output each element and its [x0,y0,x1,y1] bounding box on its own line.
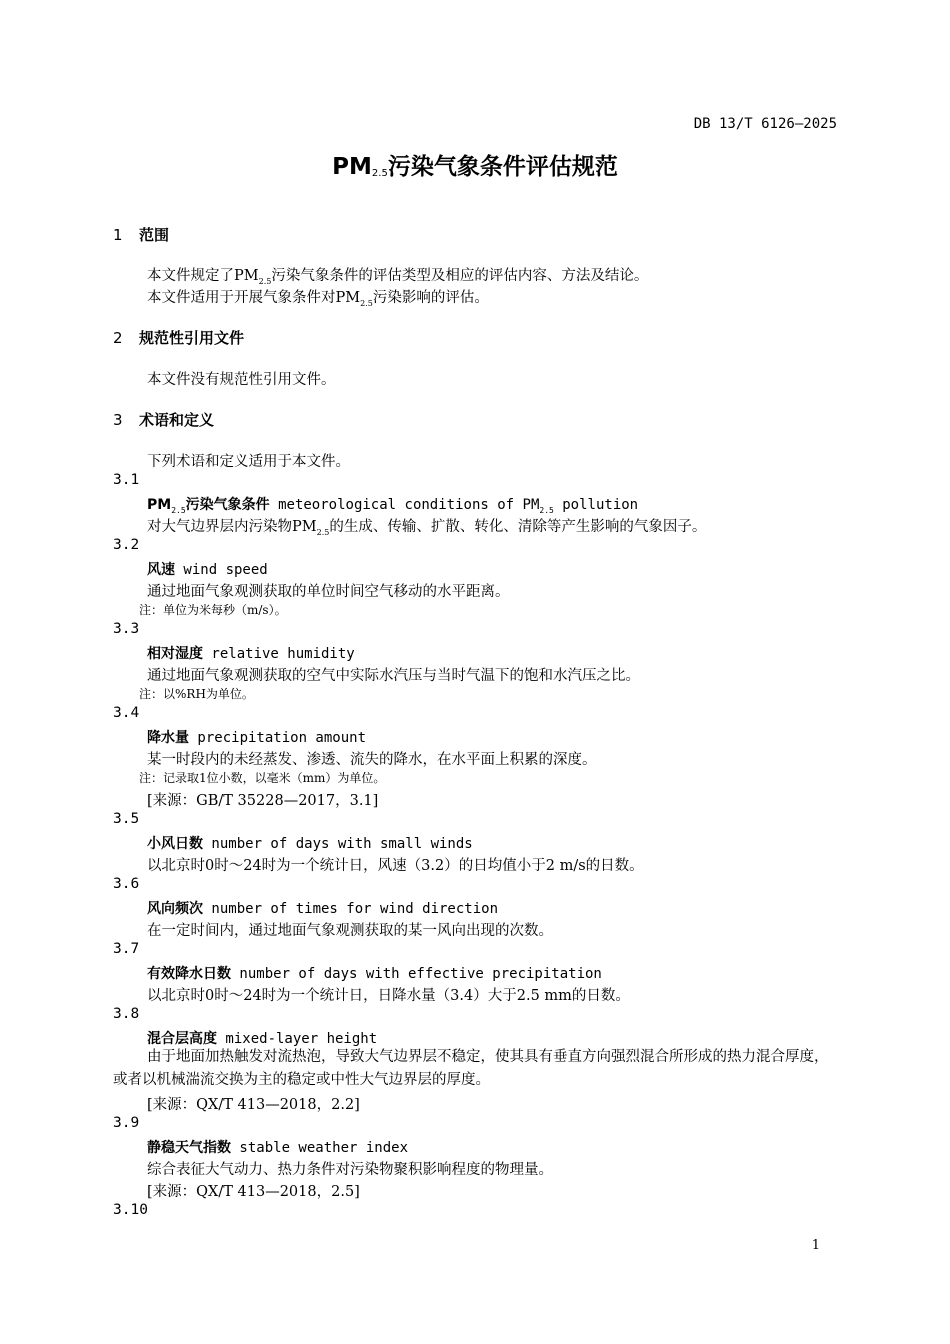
term-heading: 有效降水日数 number of days with effective precipitation [147,966,602,982]
term-definition: 以北京时0时～24时为一个统计日，日降水量（3.4）大于2.5 mm的日数。 [147,988,630,1004]
term-number: 3.5 [113,811,140,827]
section-1-line-2: 本文件适用于开展气象条件对$PM_{2.5}$污染影响的评估。 [147,290,489,308]
term-definition: 以北京时0时～24时为一个统计日，风速（3.2）的日均值小于2 m/s的日数。 [147,858,644,874]
term-heading: 降水量 precipitation amount [147,730,367,746]
term-definition: 对大气边界层内污染物$PM_{2.5}$的生成、传输、扩散、转化、清除等产生影响的气象因子。 [147,519,707,537]
section-3-line: 下列术语和定义适用于本文件。 [147,454,350,470]
document-title: $PM_{2.5}$污染气象条件评估规范 [332,154,618,180]
term-source: [来源：GB/T 35228—2017，3.1] [147,793,379,809]
term-source: [来源：QX/T 413—2018，2.2] [147,1097,360,1113]
term-number: 3.9 [113,1115,140,1131]
term-note: 注：记录取1位小数，以毫米（mm）为单位。 [139,771,386,785]
term-heading: 混合层高度 mixed-layer height [147,1031,378,1047]
section-1-line-1: 本文件规定了$PM_{2.5}$污染气象条件的评估类型及相应的评估内容、方法及结论。 [147,268,649,286]
term-source: [来源：QX/T 413—2018，2.5] [147,1184,360,1200]
term-number: 3.6 [113,876,140,892]
term-definition: 在一定时间内，通过地面气象观测获取的某一风向出现的次数。 [147,923,553,939]
section-2-line: 本文件没有规范性引用文件。 [147,372,336,388]
term-number: 3.10 [113,1202,148,1218]
page-number: 1 [811,1238,820,1253]
term-note: 注：单位为米每秒（m/s）。 [139,603,287,617]
term-heading: 风向频次 number of times for wind direction [147,901,499,917]
term-number: 3.2 [113,537,140,553]
term-number: 3.8 [113,1006,140,1022]
section-heading-1: 1 范围 [113,226,170,244]
term-heading: 静稳天气指数 stable weather index [147,1140,409,1156]
term-heading: 风速 wind speed [147,562,268,578]
term-definition: 通过地面气象观测获取的单位时间空气移动的水平距离。 [147,584,510,600]
standard-number: DB 13/T 6126—2025 [693,116,837,132]
term-note: 注：以%RH为单位。 [139,687,254,701]
term-definition: 由于地面加热触发对流热泡，导致大气边界层不稳定，使其具有垂直方向强烈混合所形成的热力混合厚度，或者以机械湍流交换为主的稳定或中性大气边界层的厚度。 [113,1049,829,1088]
term-heading: 相对湿度 relative humidity [147,646,355,662]
term-definition: 通过地面气象观测获取的空气中实际水汽压与当时气温下的饱和水汽压之比。 [147,668,640,684]
term-number: 3.3 [113,621,140,637]
term-heading: 小风日数 number of days with small winds [147,836,473,852]
term-definition: 综合表征大气动力、热力条件对污染物聚积影响程度的物理量。 [147,1162,553,1178]
term-number: 3.4 [113,705,140,721]
term-number: 3.1 [113,472,140,488]
section-heading-3: 3 术语和定义 [113,411,215,429]
term-number: 3.7 [113,941,140,957]
section-heading-2: 2 规范性引用文件 [113,329,245,347]
term-heading: $PM_{2.5}$污染气象条件 meteorological conditions of $PM_{2.5}$ pollution [147,497,639,515]
term-definition: 某一时段内的未经蒸发、渗透、流失的降水，在水平面上积累的深度。 [147,752,597,768]
